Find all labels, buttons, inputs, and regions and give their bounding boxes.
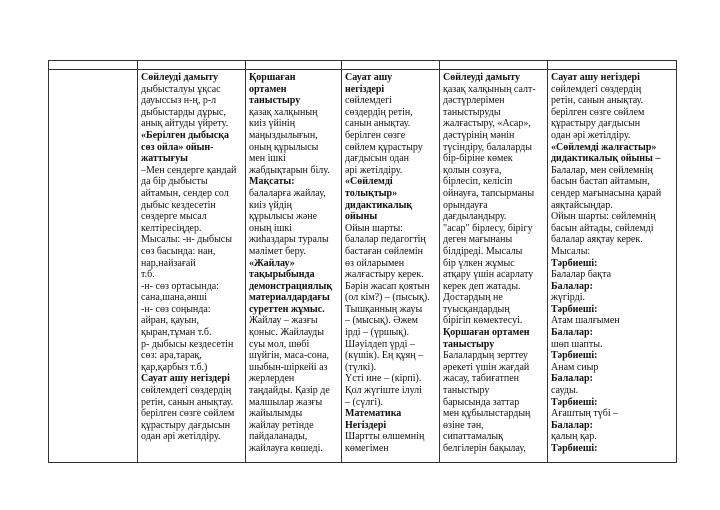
bold-text-line: ортамен: [249, 83, 287, 95]
text-line: жүгірді.: [551, 292, 586, 304]
text-line: сөз: ара,тарақ,: [141, 350, 202, 362]
text-line: барысында заттар: [443, 396, 520, 408]
bold-text-line: ойыны: [345, 211, 378, 223]
text-line: Шәуілдеп үрді –: [345, 338, 415, 350]
text-line: әрі жетілдіру.: [345, 164, 403, 176]
text-line: құрылысы және: [249, 211, 318, 223]
text-line: сөйлем құрастыру: [345, 141, 423, 153]
text-line: басын айтады, сөйлемді: [551, 222, 654, 234]
text-line: Балалар, мен сөйлемнің: [551, 164, 653, 176]
text-line: жайылымды: [249, 408, 303, 420]
text-line: "асар" бірлесу, бірігу: [443, 222, 533, 234]
header-cell: [246, 61, 342, 70]
text-line: пайдаланады,: [249, 431, 308, 443]
bold-text-line: Сауат ашу негіздері: [551, 72, 640, 83]
text-line: Жайлау – жазғы: [249, 315, 318, 327]
thursday-activities-cell: [440, 70, 548, 463]
text-line: шөп шапты.: [551, 338, 603, 350]
text-line: Ағаштың түбі –: [551, 408, 619, 420]
text-line: қоныс. Жайлауды: [249, 327, 324, 339]
text-line: киіз үйдің: [249, 199, 293, 211]
text-line: дәстүрінің мәнін: [443, 129, 515, 141]
text-line: Ойын шарты:: [345, 222, 404, 234]
text-line: -н- сөз ортасында:: [141, 280, 220, 292]
text-line: балаларға жайлау,: [249, 187, 326, 199]
bold-text-line: Тәрбиеші:: [551, 303, 598, 315]
text-line: Достардың не: [443, 292, 503, 304]
text-line: атқару үшін асарлату: [443, 269, 534, 281]
text-line: анық айтуды үйрету.: [141, 118, 229, 130]
text-line: маңыздылығын,: [249, 129, 318, 141]
text-line: Мысалы:: [551, 245, 591, 257]
header-cell: [548, 61, 677, 70]
friday-activities-cell: [548, 70, 677, 463]
text-line: бастаған сөйлемін: [345, 245, 423, 257]
text-line: әрекеті үшін жағдай: [443, 361, 530, 373]
header-cell: [342, 61, 440, 70]
text-line: – (сүлгі).: [345, 396, 383, 408]
bold-text-line: материалдардағы: [249, 292, 330, 304]
text-line: сөздердің ретін,: [345, 106, 413, 118]
bold-text-line: Қоршаған ортамен: [443, 327, 530, 339]
text-line: –Мен сендерге қандай: [141, 164, 237, 176]
text-line: дағдыландыру.: [443, 211, 507, 223]
text-line: жабдықтарын білу.: [249, 164, 330, 176]
text-line: Балалар бақта: [551, 269, 612, 281]
text-line: жасау, табиғатпен: [443, 373, 520, 385]
text-line: таныстыруды: [443, 106, 501, 118]
text-line: Бәрін жасап қоятын: [345, 280, 430, 292]
text-line: бір үлкен жұмыс: [443, 257, 515, 269]
text-line: берілген сөзге: [345, 129, 406, 141]
text-line: балалар педагогтің: [345, 234, 426, 246]
text-line: дауыссыз н-ң, р-л: [141, 95, 217, 107]
header-cell: [440, 61, 548, 70]
bold-text-line: «Сөйлемді жалғастыр»: [551, 141, 657, 153]
text-line: сауды.: [551, 385, 579, 397]
text-line: өз ойларымен: [345, 257, 405, 269]
wednesday-activities-cell: [342, 70, 440, 463]
text-line: айран, қауын,: [141, 315, 199, 327]
text-line: дәстүрлерімен: [443, 95, 505, 107]
text-line: жайлау ретінде: [249, 419, 314, 431]
text-line: одан әрі жетілдіру.: [551, 129, 631, 141]
text-line: р- дыбысы кездесетін: [141, 338, 234, 350]
text-line: оның ішкі: [249, 222, 293, 234]
text-line: келтіресіңдер.: [141, 222, 202, 234]
text-line: шыбын-шіркейі аз: [249, 361, 328, 373]
text-line: құрастыру дағдысын: [141, 419, 231, 431]
bold-text-line: Тәрбиеші:: [551, 443, 598, 454]
text-line: Шартты өлшемнің: [345, 431, 425, 443]
text-line: оның құрылысы: [249, 141, 319, 153]
bold-text-line: Балалар:: [551, 373, 593, 385]
text-line: дыбыс кездесетін: [141, 199, 216, 211]
text-line: одан әрі жетілдіру.: [141, 431, 221, 443]
bold-text-line: Тәрбиеші:: [551, 350, 598, 362]
header-cell: [49, 61, 138, 70]
text-line: нар,найзағай: [141, 257, 196, 269]
text-line: – (мысық). Әжем: [345, 315, 418, 327]
text-line: мен ішкі: [249, 153, 286, 165]
bold-text-line: Тәрбиеші:: [551, 396, 598, 408]
text-line: Балалардың зерттеу: [443, 350, 528, 362]
text-line: санын анықтау.: [345, 118, 411, 130]
lesson-plan-table: [48, 60, 677, 463]
text-line: берілген сөзге сөйлем: [141, 408, 235, 420]
bold-text-line: жаттығуы: [141, 153, 188, 165]
text-line: қазақ халқының: [249, 106, 318, 118]
text-line: өзіне тән,: [443, 419, 484, 431]
text-line: Мысалы: -н- дыбысы: [141, 234, 232, 246]
bold-text-line: Сауат ашу негіздері: [141, 373, 230, 385]
bold-text-line: Қоршаған: [249, 72, 296, 83]
text-line: -н- сөз соңында:: [141, 303, 211, 315]
text-line: қалың қар.: [551, 431, 597, 443]
bold-text-line: «Сөйлемді: [345, 176, 393, 188]
bold-text-line: Сөйлеуді дамыту: [443, 72, 520, 83]
bold-text-line: Балалар:: [551, 419, 593, 431]
text-line: бірігіп көмектесуі.: [443, 315, 523, 327]
text-line: түсіндіру, балаларды: [443, 141, 532, 153]
bold-text-line: Мақсаты:: [249, 176, 295, 188]
text-line: берілген сөзге сөйлем: [551, 106, 645, 118]
bold-text-line: негіздері: [345, 83, 385, 95]
text-line: бір-біріне көмек: [443, 153, 513, 165]
bold-text-line: Сөйлеуді дамыту: [141, 72, 218, 83]
header-row: [49, 61, 677, 70]
text-line: дыбысталуы ұқсас: [141, 83, 221, 95]
bold-text-line: «Жайлау»: [249, 257, 295, 269]
bold-text-line: дидактикалық: [345, 199, 413, 211]
text-line: көмегімен: [345, 443, 389, 454]
text-line: білдіреді. Мысалы: [443, 245, 523, 257]
text-line: (түлкі).: [345, 361, 377, 373]
text-line: т.б.: [141, 269, 155, 281]
text-line: сөйлемдегі сөздердің: [141, 385, 232, 397]
text-line: суы мол, шөбі: [249, 338, 310, 350]
bold-text-line: демонстрациялық: [249, 280, 333, 292]
bold-text-line: суреттен жұмыс.: [249, 303, 325, 315]
text-line: дыбыстарды дұрыс,: [141, 106, 226, 118]
bold-text-line: Тәрбиеші:: [551, 257, 598, 269]
text-line: құрастыру дағдысын: [551, 118, 641, 130]
text-line: белгілерін бақылау,: [443, 443, 526, 454]
text-line: сипаттамалық: [443, 431, 503, 443]
content-row: [49, 70, 677, 463]
text-line: ретін, санын анықтау.: [551, 95, 644, 107]
text-line: ойнауға, тапсырманы: [443, 187, 535, 199]
text-line: балалар аяқтау керек.: [551, 234, 643, 246]
text-line: шүйгін, маса-сона,: [249, 350, 330, 362]
bold-text-line: «Берілген дыбысқа: [141, 129, 229, 141]
bold-text-line: Математика: [345, 408, 402, 420]
text-line: Атам шалғымен: [551, 315, 620, 327]
text-line: жалғастыру, «Асар»,: [443, 118, 531, 130]
text-line: Үсті ине – (кірпі).: [345, 373, 422, 385]
text-line: Анам сиыр: [551, 361, 599, 373]
text-line: Тышқанның жауы: [345, 303, 423, 315]
text-line: қар,қарбыз т.б.): [141, 361, 208, 373]
bold-text-line: таныстыру: [443, 338, 495, 350]
text-line: қолын созуға,: [443, 164, 502, 176]
text-line: мен құбылыстардың: [443, 408, 531, 420]
text-line: сөйлемдегі: [345, 95, 392, 107]
text-line: таңдайды. Қазір де: [249, 385, 330, 397]
text-line: айтамын, сендер сол: [141, 187, 229, 199]
text-line: таныстыру: [443, 385, 490, 397]
text-line: малшылар жазғы: [249, 396, 323, 408]
text-line: ірді – (үршық).: [345, 327, 409, 339]
text-line: қыран,тұман т.б.: [141, 327, 212, 339]
text-line: (ол кім?) – (пысық).: [345, 292, 430, 304]
text-line: киіз үйінің: [249, 118, 296, 130]
text-line: Қол жүгіште ілулі: [345, 385, 422, 397]
text-line: орындауға: [443, 199, 488, 211]
tuesday-activities-cell: [246, 70, 342, 463]
text-line: жиһаздары туралы: [249, 234, 329, 246]
text-line: қазақ халқының салт-: [443, 83, 536, 95]
text-line: (күшік). Ең құяң –: [345, 350, 424, 362]
header-cell: [138, 61, 246, 70]
text-line: керек деп жатады.: [443, 280, 521, 292]
text-line: бірлесіп, келісіп: [443, 176, 513, 188]
bold-text-line: Балалар:: [551, 280, 593, 292]
bold-text-line: Сауат ашу: [345, 72, 393, 83]
text-line: жерлерден: [249, 373, 295, 385]
text-line: мәлімет беру.: [249, 245, 306, 257]
text-line: дағдысын одан: [345, 153, 410, 165]
text-line: сендер мағынасына қарай: [551, 187, 662, 199]
bold-text-line: толықтыр»: [345, 187, 398, 199]
text-line: сөйлемдегі сөздердің: [551, 83, 642, 95]
text-line: сөздерге мысал: [141, 211, 207, 223]
bold-text-line: Балалар:: [551, 327, 593, 339]
text-line: Ойын шарты: сөйлемнің: [551, 211, 656, 223]
text-line: сөз басында: нан,: [141, 245, 216, 257]
text-line: туысқандардың: [443, 303, 510, 315]
empty-label-cell: [49, 70, 138, 463]
bold-text-line: сөз ойла» ойын-: [141, 141, 214, 153]
bold-text-line: тақырыбында: [249, 269, 315, 281]
bold-text-line: Негіздері: [345, 419, 387, 431]
text-line: жалғастыру керек.: [345, 269, 424, 281]
text-line: да бір дыбысты: [141, 176, 208, 188]
text-line: аяқтайсыңдар.: [551, 199, 613, 211]
text-line: жайлауға көшеді.: [249, 443, 323, 454]
text-line: ретін, санын анықтау.: [141, 396, 234, 408]
text-line: сана,шана,әнші: [141, 292, 207, 304]
bold-text-line: дидактикалық ойыны –: [551, 153, 661, 165]
monday-activities-cell: [138, 70, 246, 463]
text-line: деген мағынаны: [443, 234, 513, 246]
bold-text-line: таныстыру: [249, 95, 301, 107]
text-line: басын бастап айтамын,: [551, 176, 650, 188]
